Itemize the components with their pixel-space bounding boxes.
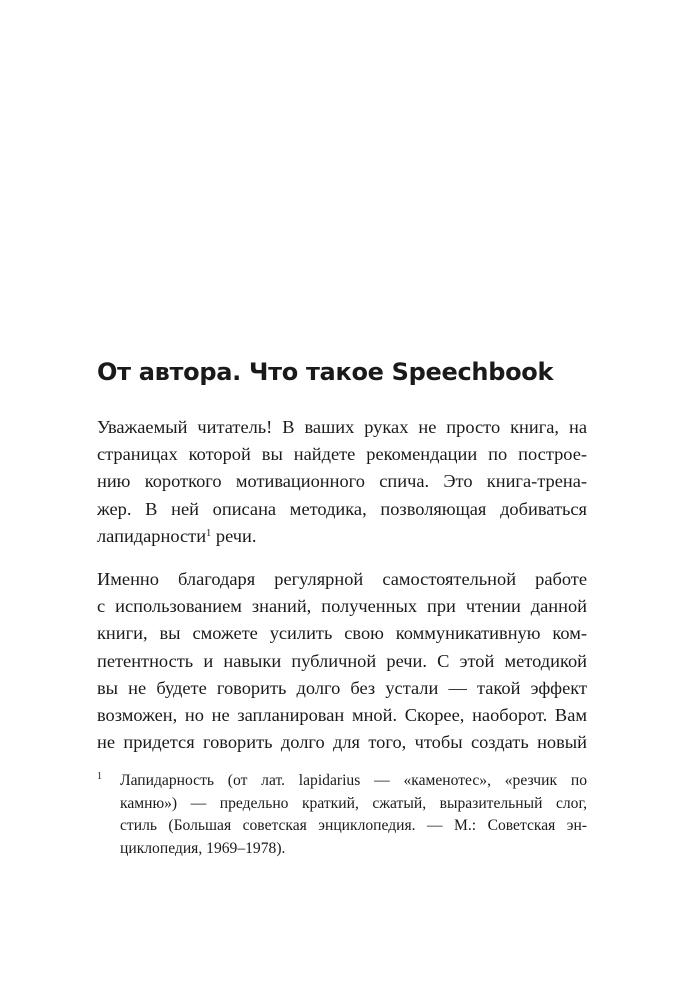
paragraph-last-line [97,523,587,550]
paragraph-line: книги, вы сможете усилить свою коммуникативную ком- [97,623,587,644]
paragraph-line: жер. В ней описана методика, позволяющая добиваться [97,498,587,519]
footnote-line: стиль (Большая советская энциклопедия. — М.: Советская эн- [120,817,587,834]
paragraph-line: не придется говорить долго для того, чтобы создать новый [97,732,587,753]
paragraph-line-tail: речи. [211,525,257,546]
paragraph-line: Уважаемый читатель! В ваших руках не просто книга, на [97,417,587,437]
paragraph-2 [97,566,587,756]
footnote-line: Лапидарность (от лат. lapidarius — «каменотес», «резчик по [120,772,587,789]
paragraph-line: вы не будете говорить долго без устали — такой эффект [97,677,587,698]
paragraph-line: петентность и навыки публичной речи. С этой методикой [97,650,587,671]
footnote-line: циклопедия, 1969–1978). [120,839,286,857]
paragraph-line: с использованием знаний, полученных при чтении данной [97,596,587,617]
chapter-heading: От автора. Что такое Speechbook [97,358,554,386]
footnote-first-line [97,770,587,793]
paragraph-line: нию короткого мотивационного спича. Это книга-трена- [97,471,587,492]
lapidarity-word: лапидарности [97,525,207,546]
footnote [97,770,587,860]
paragraph-1 [97,414,587,550]
footnote-line: камню») — предельно краткий, сжатый, выразительный слог, [120,794,587,812]
paragraph-line: возможен, но не запланирован мной. Скорее, наоборот. Вам [97,704,587,725]
paragraph-line: страницах которой вы найдете рекомендации по построе- [97,444,587,465]
footnote-marker: 1 [97,771,102,782]
footnote-reference[interactable]: 1 [206,527,212,539]
paragraph-line: Именно благодаря регулярной самостоятельной работе [97,569,587,589]
